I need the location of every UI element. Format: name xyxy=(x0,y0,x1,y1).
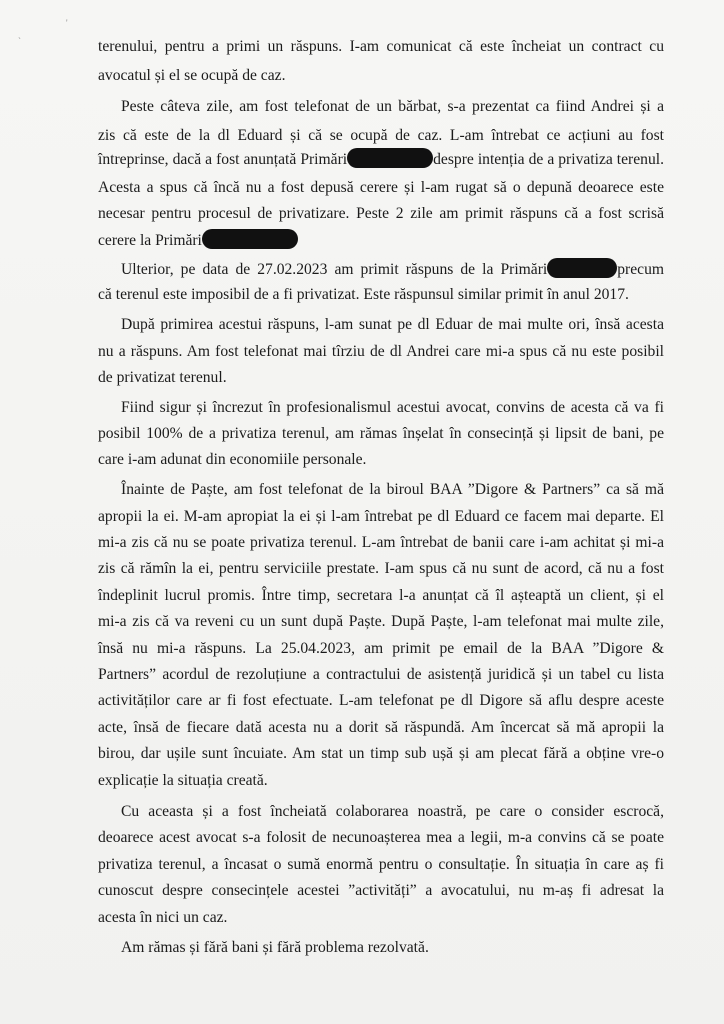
redaction-block xyxy=(347,148,433,168)
text-line: activităților care ar fi fost efectuate. L-am telefonat pe dl Digore să aflu despre aceste xyxy=(98,692,664,709)
text-line: avocatul și el se ocupă de caz. xyxy=(98,67,286,84)
scan-speck: ' xyxy=(66,18,68,28)
text-line: zis că rămîn la ei, pentru serviciile prestate. I-am spus că nu sunt de acord, că nu a fost xyxy=(98,560,664,577)
text-line: privatiza terenul, a încasat o sumă enormă pentru o consultație. În situația în care aș fi xyxy=(98,856,664,873)
text-segment: întreprinse, dacă a fost anunțată Primări xyxy=(98,151,348,168)
text-line: cunoscut despre consecințele acestei ”activități” a avocatului, nu m-aș fi adresat la xyxy=(98,882,664,899)
text-line xyxy=(121,258,664,282)
redaction-block xyxy=(202,229,298,249)
text-line: îndeplinit lucrul promis. Între timp, secretara l-a anunțat că îl așteaptă un client, și el xyxy=(98,587,664,604)
text-line: care i-am adunat din economiile personale. xyxy=(98,451,367,468)
text-line: Cu aceasta și a fost încheiată colaborarea noastră, pe care o consider escrocă, xyxy=(121,803,664,820)
text-line: birou, dar ușile sunt încuiate. Am stat un timp sub ușă și am plecat fără a obține vre-o xyxy=(98,745,664,762)
redaction-block xyxy=(547,258,617,278)
text-line: explicație la situația creată. xyxy=(98,772,268,789)
text-line: nu a răspuns. Am fost telefonat mai tîrziu de dl Andrei care mi-a spus că nu este posibil xyxy=(98,343,664,360)
text-line: că terenul este imposibil de a fi privatizat. Este răspunsul similar primit în anul 2017. xyxy=(98,286,629,303)
text-line: Acesta a spus că încă nu a fost depusă cerere și l-am rugat să o depună deoarece este xyxy=(98,179,664,196)
text-line: apropii la ei. M-am apropiat la ei și l-am întrebat pe dl Eduard ce facem mai departe. El xyxy=(98,508,664,525)
text-line: După primirea acestui răspuns, l-am sunat pe dl Eduar de mai multe ori, însă acesta xyxy=(121,316,664,333)
text-line xyxy=(98,148,664,172)
text-segment: precum xyxy=(617,261,664,278)
text-line: de privatizat terenul. xyxy=(98,369,227,386)
text-line xyxy=(98,229,664,253)
text-segment: cerere la Primări xyxy=(98,232,202,249)
text-line: Partners” acordul de rezoluțiune a contractului de asistență juridică și un tabel cu lista xyxy=(98,666,664,683)
text-segment: Ulterior, pe data de 27.02.2023 am primit răspuns de la Primări xyxy=(121,261,548,278)
text-line: Am rămas și fără bani și fără problema rezolvată. xyxy=(121,939,429,956)
text-line: mi-a zis că va reveni cu un sunt după Paște. După Paște, l-am telefonat mai multe zile, xyxy=(98,613,664,630)
text-line: Peste câteva zile, am fost telefonat de un bărbat, s-a prezentat ca fiind Andrei și a xyxy=(121,98,664,115)
text-line: Înainte de Paște, am fost telefonat de la biroul BAA ”Digore & Partners” ca să mă xyxy=(121,481,664,498)
text-segment: despre intenția de a privatiza terenul. xyxy=(433,151,664,168)
text-line: mi-a zis că nu se poate privatiza terenul. L-am întrebat de banii care i-am achitat și mi-a xyxy=(98,534,664,551)
scan-speck: ` xyxy=(18,36,21,46)
text-line: deoarece acest avocat s-a folosit de necunoașterea mea a legii, m-a convins că se poate xyxy=(98,829,664,846)
text-line: terenului, pentru a primi un răspuns. I-am comunicat că este încheiat un contract cu xyxy=(98,38,664,55)
text-line: acte, însă de fiecare dată acesta nu a dorit să răspundă. Am încercat să mă apropii la xyxy=(98,719,664,736)
text-line: necesar pentru procesul de privatizare. Peste 2 zile am primit răspuns că a fost scrisă xyxy=(98,205,664,222)
text-line: zis că este de la dl Eduard și că se ocupă de caz. L-am întrebat ce acțiuni au fost xyxy=(98,127,664,144)
text-line: însă nu mi-a răspuns. La 25.04.2023, am primit pe email de la BAA ”Digore & xyxy=(98,640,664,657)
text-line: Fiind sigur și încrezut în profesionalismul acestui avocat, convins de acesta că va fi xyxy=(121,399,664,416)
text-line: posibil 100% de a privatiza terenul, am rămas înșelat în consecință și lipsit de bani, pe xyxy=(98,425,664,442)
text-line: acesta în nici un caz. xyxy=(98,909,228,926)
